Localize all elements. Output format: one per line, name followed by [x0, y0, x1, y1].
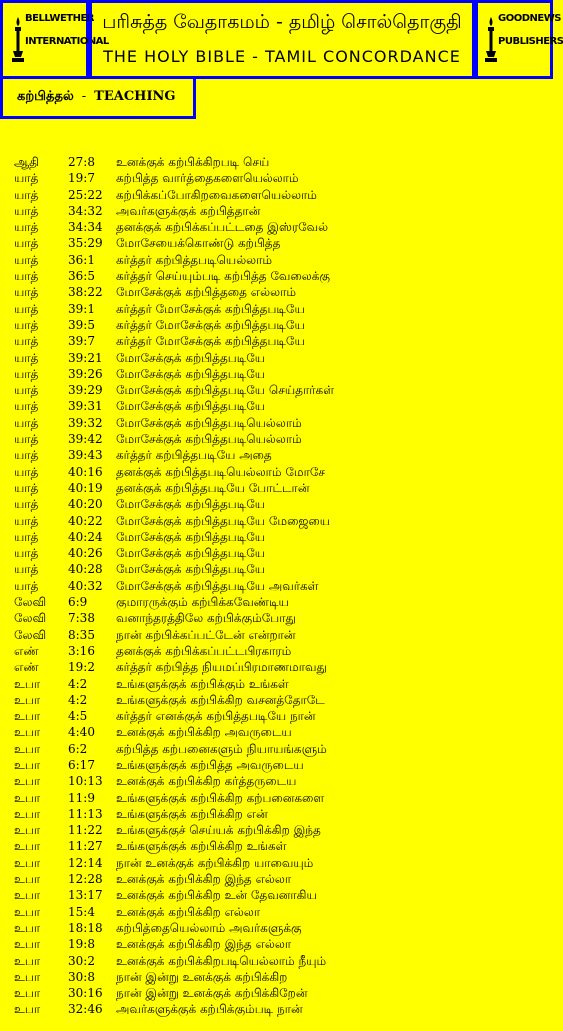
verse-text: உனக்குக் கற்பிக்கிற அவருடைய — [116, 725, 292, 740]
verse-book: யாத் — [14, 448, 39, 463]
verse-reference: 4:5 — [68, 709, 88, 724]
verse-text: மோசேக்குக் கற்பித்தபடியெல்லாம் — [116, 432, 302, 447]
goodnews-logo-box — [475, 0, 563, 79]
verse-reference: 32:46 — [68, 1002, 103, 1017]
verse-book: உபா — [14, 888, 41, 903]
verse-book: ஆதி — [14, 155, 40, 169]
verse-reference: 27:8 — [68, 155, 95, 169]
verse-reference: 39:42 — [68, 432, 103, 447]
verse-reference: 8:35 — [68, 627, 95, 642]
list-item — [0, 627, 553, 643]
verse-book: உபா — [14, 953, 41, 968]
list-item — [0, 333, 553, 349]
verse-reference: 36:1 — [68, 252, 95, 267]
verse-reference: 30:8 — [68, 969, 95, 984]
list-item — [0, 904, 553, 920]
verse-book: யாத் — [14, 187, 39, 202]
verse-text: மோசேக்குக் கற்பித்தபடியே — [116, 546, 266, 561]
verse-reference: 39:7 — [68, 334, 95, 349]
logo-line-2: INTERNATIONAL — [25, 36, 109, 47]
list-item — [0, 464, 553, 480]
verse-reference: 39:5 — [68, 317, 95, 332]
verse-reference: 34:34 — [68, 220, 103, 235]
verse-book: யாத் — [14, 252, 39, 267]
verse-reference: 15:4 — [68, 904, 95, 919]
verse-text: கற்பித்த வார்த்தைகளையெல்லாம் — [116, 171, 299, 186]
list-item — [0, 610, 553, 626]
topic-tamil: கற்பித்தல் — [17, 89, 74, 104]
verse-text: கர்த்தர் கற்பித்தபடியெல்லாம் — [116, 252, 273, 267]
verse-book: உபா — [14, 790, 41, 805]
verse-reference: 10:13 — [68, 774, 103, 789]
verse-text: மோசேக்குக் கற்பித்தபடியே — [116, 366, 266, 381]
verse-book: உபா — [14, 757, 41, 772]
list-item — [0, 203, 553, 219]
verse-reference: 4:2 — [68, 676, 88, 691]
verse-reference: 11:22 — [68, 823, 103, 838]
verse-text: மோசேக்குக் கற்பித்ததை எல்லாம் — [116, 285, 296, 300]
list-item — [0, 301, 553, 317]
verse-reference: 40:32 — [68, 578, 103, 593]
list-item — [0, 219, 553, 235]
verse-book: யாத் — [14, 513, 39, 528]
list-item — [0, 643, 553, 659]
list-item — [0, 838, 553, 854]
verse-text: தனக்குக் கற்பித்தபடியெல்லாம் மோசே — [116, 464, 326, 479]
list-item — [0, 920, 553, 936]
verse-text: மோசேக்குக் கற்பித்தபடியே — [116, 350, 266, 365]
verse-book: யாத் — [14, 480, 39, 495]
list-item — [0, 415, 553, 431]
verse-text: கர்த்தர் எனக்குக் கற்பித்தபடியே நான் — [116, 709, 316, 724]
verse-book: உபா — [14, 855, 41, 870]
verse-reference: 39:43 — [68, 448, 103, 463]
verse-reference: 25:22 — [68, 187, 103, 202]
verse-text: கற்பித்த கற்பனைகளும் நியாயங்களும் — [116, 741, 327, 756]
verse-reference: 40:28 — [68, 562, 103, 577]
verse-book: உபா — [14, 709, 41, 724]
verse-book: யாத் — [14, 383, 39, 398]
verse-book: உபா — [14, 1002, 41, 1017]
verse-text: மோசேக்குக் கற்பித்தபடியே — [116, 399, 266, 414]
verse-book: யாத் — [14, 415, 39, 430]
verse-text: வனாந்தரத்திலே கற்பிக்கும்போது — [116, 611, 296, 626]
verse-book: யாத் — [14, 236, 39, 251]
verse-reference: 11:27 — [68, 839, 103, 854]
list-item — [0, 398, 553, 414]
bellwether-logo-box — [0, 0, 109, 79]
verse-text: உனக்குக் கற்பிக்கிற கர்த்தருடைய — [116, 774, 297, 789]
list-item — [0, 317, 553, 333]
list-item — [0, 252, 553, 268]
verse-reference: 40:16 — [68, 464, 103, 479]
verse-book: உபா — [14, 823, 41, 838]
topic-separator: - — [81, 89, 87, 104]
logo-line-1: GOODNEWS — [498, 13, 561, 24]
verse-text: அவர்களுக்குக் கற்பிக்கும்படி நான் — [116, 1002, 303, 1017]
verse-reference: 6:2 — [68, 741, 88, 756]
verse-reference: 19:8 — [68, 937, 95, 952]
list-item — [0, 431, 553, 447]
list-item — [0, 284, 553, 300]
verse-book: யாத் — [14, 203, 39, 218]
verse-text: கர்த்தர் மோசேக்குக் கற்பித்தபடியே — [116, 317, 305, 332]
list-item — [0, 366, 553, 382]
verse-text: கர்த்தர் செய்யும்படி கற்பித்த வேலைக்கு — [116, 269, 331, 284]
verse-reference: 18:18 — [68, 920, 103, 935]
verse-text: கற்பிக்கப்போகிறவைகளையெல்லாம் — [116, 187, 317, 202]
verse-text: நான் உனக்குக் கற்பிக்கிற யாவையும் — [116, 855, 314, 870]
verse-reference: 39:29 — [68, 383, 103, 398]
verse-reference: 36:5 — [68, 269, 95, 284]
list-item — [0, 692, 553, 708]
verse-book: யாத் — [14, 578, 39, 593]
list-item — [0, 187, 553, 203]
goodnews-logo — [484, 13, 563, 73]
verse-text: தனக்குக் கற்பித்தபடியே போட்டான் — [116, 480, 310, 495]
verse-book: லேவி — [14, 595, 47, 610]
verse-book: உபா — [14, 904, 41, 919]
verse-reference: 4:40 — [68, 725, 95, 740]
verse-book: யாத் — [14, 350, 39, 365]
verse-reference: 19:2 — [68, 660, 95, 675]
verse-reference: 39:31 — [68, 399, 103, 414]
verse-text: கற்பித்தையெல்லாம் அவர்களுக்கு — [116, 920, 302, 935]
verse-text: உனக்குக் கற்பிக்கிறபடியெல்லாம் நீயும் — [116, 953, 327, 968]
page-title-english: THE HOLY BIBLE - TAMIL CONCORDANCE — [103, 47, 461, 66]
verse-book: உபா — [14, 774, 41, 789]
verse-reference: 11:13 — [68, 806, 103, 821]
verse-book: யாத் — [14, 432, 39, 447]
verse-book: லேவி — [14, 611, 47, 626]
verse-text: தனக்குக் கற்பிக்கப்பட்டதை இஸ்ரவேல் — [116, 220, 329, 235]
list-item — [0, 790, 553, 806]
verse-text: உனக்குக் கற்பிக்கிற இந்த எல்லா — [116, 937, 292, 952]
verse-reference: 19:7 — [68, 171, 95, 186]
verse-book: யாத் — [14, 334, 39, 349]
bellwether-logo — [11, 13, 109, 73]
verse-reference: 11:9 — [68, 790, 95, 805]
verse-text: உங்களுக்குக் கற்பிக்கிற கற்பனைகளை — [116, 790, 325, 805]
verse-book: உபா — [14, 741, 41, 756]
verse-book: யாத் — [14, 301, 39, 316]
verse-reference: 40:22 — [68, 513, 103, 528]
list-item — [0, 513, 553, 529]
verse-reference: 40:20 — [68, 497, 103, 512]
lamp-icon — [484, 15, 498, 65]
verse-reference: 4:2 — [68, 692, 88, 707]
list-item — [0, 447, 553, 463]
verse-book: யாத் — [14, 562, 39, 577]
list-item — [0, 708, 553, 724]
list-item — [0, 936, 553, 952]
list-item — [0, 594, 553, 610]
list-item — [0, 757, 553, 773]
verse-text: உங்களுக்குச் செய்யக் கற்பிக்கிற இந்த — [116, 823, 321, 838]
verse-book: யாத் — [14, 285, 39, 300]
list-item — [0, 268, 553, 284]
verse-reference: 3:16 — [68, 643, 95, 658]
verse-reference: 39:32 — [68, 415, 103, 430]
topic-heading — [17, 89, 176, 105]
list-item — [0, 806, 553, 822]
verse-text: அவர்களுக்குக் கற்பித்தான் — [116, 203, 261, 218]
verse-book: உபா — [14, 872, 41, 887]
verse-book: யாத் — [14, 546, 39, 561]
verse-text: உங்களுக்குக் கற்பிக்கும் உங்கள் — [116, 676, 289, 691]
verse-book: உபா — [14, 725, 41, 740]
list-item — [0, 953, 553, 969]
verse-reference: 35:29 — [68, 236, 103, 251]
verse-reference: 40:19 — [68, 480, 103, 495]
verse-book: உபா — [14, 986, 41, 1001]
verse-book: யாத் — [14, 529, 39, 544]
verse-reference: 30:16 — [68, 986, 103, 1001]
logo-line-2: PUBLISHERS — [498, 36, 563, 47]
verse-book: உபா — [14, 920, 41, 935]
verse-reference: 39:21 — [68, 350, 103, 365]
verse-reference: 40:24 — [68, 529, 103, 544]
list-item — [0, 578, 553, 594]
verse-text: கர்த்தர் கற்பித்த நியமப்பிரமாணமாவது — [116, 660, 327, 675]
verse-text: நான் இன்று உனக்குக் கற்பிக்கிற — [116, 969, 288, 984]
verse-text: உனக்குக் கற்பிக்கிற எல்லா — [116, 904, 261, 919]
verse-reference: 7:38 — [68, 611, 95, 626]
list-item — [0, 496, 553, 512]
verse-reference: 30:2 — [68, 953, 95, 968]
list-item — [0, 855, 553, 871]
verse-text: மோசேக்குக் கற்பித்தபடியே மேஜையை — [116, 513, 331, 528]
list-item — [0, 741, 553, 757]
verse-reference: 6:9 — [68, 595, 88, 610]
list-item — [0, 887, 553, 903]
verse-text: உங்களுக்குக் கற்பிக்கிற என் — [116, 806, 268, 821]
list-item — [0, 985, 553, 1001]
verse-text: மோசேக்குக் கற்பித்தபடியெல்லாம் — [116, 415, 302, 430]
list-item — [0, 545, 553, 561]
list-item — [0, 871, 553, 887]
verse-book: உபா — [14, 839, 41, 854]
verse-text: நான் கற்பிக்கப்பட்டேன் என்றான் — [116, 627, 296, 642]
list-item — [0, 382, 553, 398]
list-item — [0, 529, 553, 545]
verse-text: மோசேக்குக் கற்பித்தபடியே — [116, 562, 266, 577]
page-title-tamil: பரிசுத்த வேதாகமம் - தமிழ் சொல்தொகுதி — [102, 11, 462, 33]
verse-text: உங்களுக்குக் கற்பித்த அவருடைய — [116, 757, 304, 772]
title-box — [89, 0, 475, 79]
verse-book: உபா — [14, 806, 41, 821]
verse-text: உங்களுக்குக் கற்பிக்கிற வசனத்தோடே — [116, 692, 325, 707]
verse-reference: 40:26 — [68, 546, 103, 561]
list-item — [0, 561, 553, 577]
verse-book: யாத் — [14, 464, 39, 479]
verse-book: யாத் — [14, 497, 39, 512]
verse-book: யாத் — [14, 220, 39, 235]
verse-reference: 39:1 — [68, 301, 95, 316]
verse-reference: 38:22 — [68, 285, 103, 300]
verse-text: மோசேக்குக் கற்பித்தபடியே செய்தார்கள் — [116, 383, 335, 398]
list-item — [0, 676, 553, 692]
verse-book: உபா — [14, 676, 41, 691]
topic-english: TEACHING — [94, 89, 176, 104]
verse-text: உனக்குக் கற்பிக்கிற இந்த எல்லா — [116, 872, 292, 887]
list-item — [0, 724, 553, 740]
verse-text: உனக்குக் கற்பிக்கிற உன் தேவனாகிய — [116, 888, 317, 903]
verse-text: மோசேயைக்கொண்டு கற்பித்த — [116, 236, 281, 251]
verse-text: குமாரருக்கும் கற்பிக்கவேண்டிய — [116, 595, 289, 610]
concordance-list — [0, 154, 553, 1018]
verse-text: மோசேக்குக் கற்பித்தபடியே அவர்கள் — [116, 578, 319, 593]
list-item — [0, 170, 553, 186]
topic-box — [0, 76, 196, 119]
verse-reference: 13:17 — [68, 888, 103, 903]
list-item — [0, 480, 553, 496]
verse-book: எண் — [14, 643, 39, 658]
verse-book: யாத் — [14, 366, 39, 381]
logo-line-1: BELLWETHER — [25, 13, 95, 24]
verse-text: கர்த்தர் மோசேக்குக் கற்பித்தபடியே — [116, 301, 305, 316]
verse-book: யாத் — [14, 317, 39, 332]
verse-book: யாத் — [14, 171, 39, 186]
verse-text: கர்த்தர் கற்பித்தபடியே அதை — [116, 448, 272, 463]
verse-book: யாத் — [14, 269, 39, 284]
verse-book: யாத் — [14, 399, 39, 414]
lamp-icon — [11, 15, 25, 65]
verse-book: உபா — [14, 692, 41, 707]
verse-text: உங்களுக்குக் கற்பிக்கிற உங்கள் — [116, 839, 287, 854]
list-item — [0, 969, 553, 985]
verse-reference: 34:32 — [68, 203, 103, 218]
list-item — [0, 235, 553, 251]
verse-reference: 12:28 — [68, 872, 103, 887]
verse-book: உபா — [14, 937, 41, 952]
verse-text: மோசேக்குக் கற்பித்தபடியே — [116, 529, 266, 544]
list-item — [0, 350, 553, 366]
list-item — [0, 1001, 553, 1017]
list-item — [0, 822, 553, 838]
list-item — [0, 154, 553, 170]
verse-book: எண் — [14, 660, 39, 675]
verse-text: நான் இன்று உனக்குக் கற்பிக்கிறேன் — [116, 986, 308, 1001]
list-item — [0, 659, 553, 675]
verse-book: லேவி — [14, 627, 47, 642]
verse-reference: 39:26 — [68, 366, 103, 381]
verse-reference: 6:17 — [68, 757, 95, 772]
list-item — [0, 773, 553, 789]
verse-book: உபா — [14, 969, 41, 984]
verse-text: மோசேக்குக் கற்பித்தபடியே — [116, 497, 266, 512]
verse-reference: 12:14 — [68, 855, 103, 870]
verse-text: கர்த்தர் மோசேக்குக் கற்பித்தபடியே — [116, 334, 305, 349]
verse-text: உனக்குக் கற்பிக்கிறபடி செய் — [116, 155, 270, 169]
verse-text: தனக்குக் கற்பிக்கப்பட்டபிரகாரம் — [116, 643, 292, 658]
